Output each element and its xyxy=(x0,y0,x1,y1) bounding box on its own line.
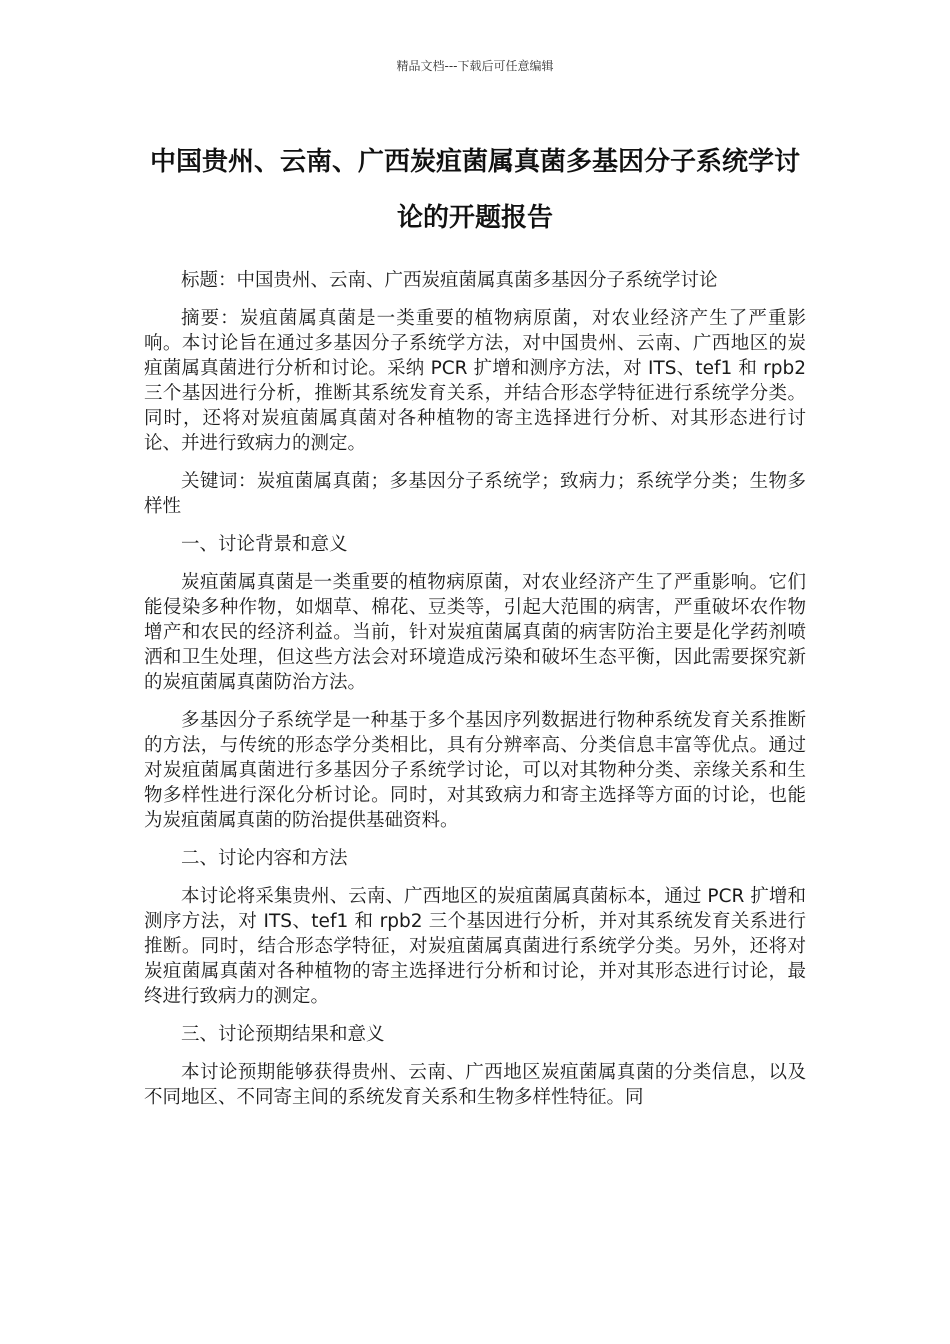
methods-paragraph: 本讨论将采集贵州、云南、广西地区的炭疽菌属真菌标本，通过 PCR 扩增和测序方法，对 ITS、tef1 和 rpb2 三个基因进行分析，并对其系统发育关系进行推断。同时，结合形态学特征，对炭疽菌属真菌进行系统学分类。另外，还将对炭疽菌属真菌对各种植物的寄主选择进行分析和讨论，并对其形态进行讨论，最终进行致病力的测定。 xyxy=(144,886,806,1007)
title-line: 标题：中国贵州、云南、广西炭疽菌属真菌多基因分子系统学讨论 xyxy=(181,270,718,291)
section-heading-expected-results: 三、讨论预期结果和意义 xyxy=(181,1024,385,1045)
background-paragraph-2: 多基因分子系统学是一种基于多个基因序列数据进行物种系统发育关系推断的方法，与传统的形态学分类相比，具有分辨率高、分类信息丰富等优点。通过对炭疽菌属真菌进行多基因分子系统学讨论，可以对其物种分类、亲缘关系和生物多样性进行深化分析讨论。同时，对其致病力和寄主选择等方面的讨论，也能为炭疽菌属真菌的防治提供基础资料。 xyxy=(144,710,806,831)
header-note: 精品文档---下载后可任意编辑 xyxy=(396,59,554,73)
expected-results-paragraph: 本讨论预期能够获得贵州、云南、广西地区炭疽菌属真菌的分类信息，以及不同地区、不同寄主间的系统发育关系和生物多样性特征。同 xyxy=(144,1062,806,1108)
document-body xyxy=(144,268,806,1123)
section-heading-background: 一、讨论背景和意义 xyxy=(181,534,348,555)
document-title: 中国贵州、云南、广西炭疽菌属真菌多基因分子系统学讨论的开题报告 xyxy=(149,147,800,233)
abstract-paragraph: 摘要：炭疽菌属真菌是一类重要的植物病原菌，对农业经济产生了严重影响。本讨论旨在通过多基因分子系统学方法，对中国贵州、云南、广西地区的炭疽菌属真菌进行分析和讨论。采纳 PCR 扩增和测序方法，对 ITS、tef1 和 rpb2 三个基因进行分析，推断其系统发育关系，并结合形态学特征进行系统学分类。同时，还将对炭疽菌属真菌对各种植物的寄主选择进行分析、对其形态进行讨论、并进行致病力的测定。 xyxy=(144,308,806,454)
keywords-paragraph: 关键词：炭疽菌属真菌；多基因分子系统学；致病力；系统学分类；生物多样性 xyxy=(144,471,806,517)
background-paragraph-1: 炭疽菌属真菌是一类重要的植物病原菌，对农业经济产生了严重影响。它们能侵染多种作物，如烟草、棉花、豆类等，引起大范围的病害，严重破坏农作物增产和农民的经济利益。当前，针对炭疽菌属真菌的病害防治主要是化学药剂喷洒和卫生处理，但这些方法会对环境造成污染和破坏生态平衡，因此需要探究新的炭疽菌属真菌防治方法。 xyxy=(144,572,806,693)
section-heading-methods: 二、讨论内容和方法 xyxy=(181,848,348,869)
